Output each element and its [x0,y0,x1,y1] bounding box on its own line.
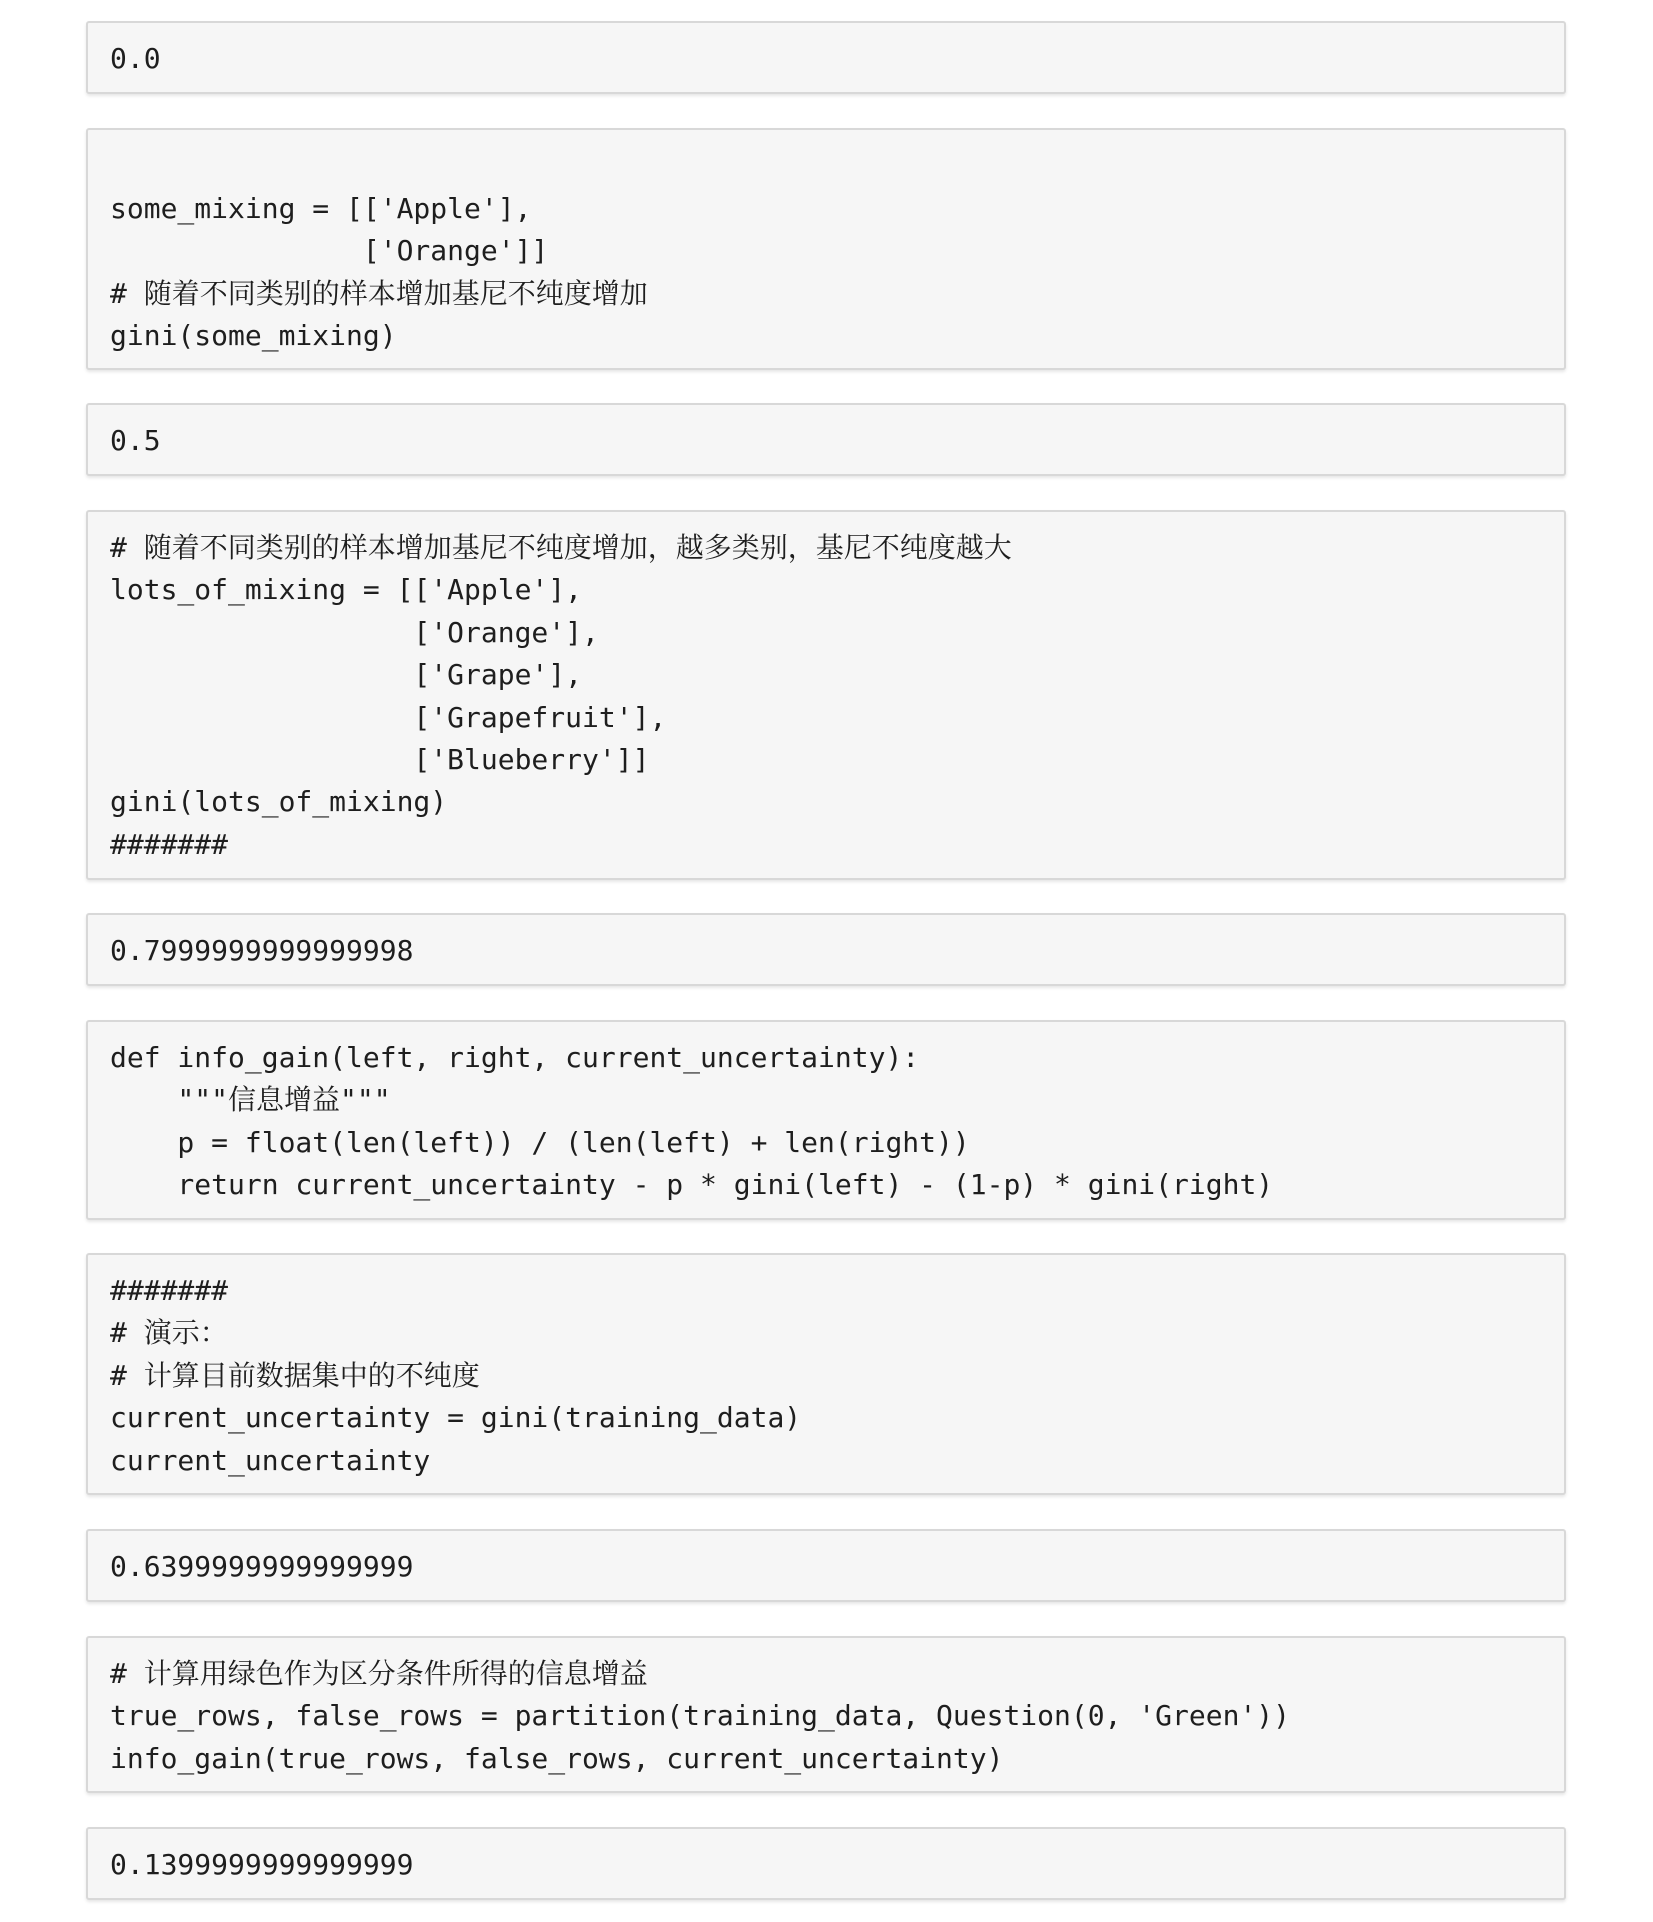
code-cell[interactable] [86,1253,1566,1495]
code-text[interactable]: # 计算用绿色作为区分条件所得的信息增益 true_rows, false_rows = partition(training_data, Question(0, 'Green')) info_gain(true_rows, false_rows, current_uncertainty) [110,1657,1291,1775]
code-cell[interactable] [86,510,1566,880]
code-cell[interactable] [86,128,1566,370]
code-text[interactable]: some_mixing = [['Apple'], ['Orange']] # 随着不同类别的样本增加基尼不纯度增加 gini(some_mixing) [110,192,648,353]
output-text: 0.5 [110,424,161,457]
output-text: 0.7999999999999998 [110,934,414,967]
output-cell [86,1827,1566,1900]
output-cell [86,1529,1566,1602]
output-text: 0.0 [110,42,161,75]
output-text: 0.1399999999999999 [110,1848,414,1881]
code-text[interactable]: def info_gain(left, right, current_uncertainty): """信息增益""" p = float(len(left)) / (len(left) + len(right)) return current_uncertainty - p * gini(left) - (1-p) * gini(right) [110,1041,1274,1202]
code-text[interactable]: ####### # 演示： # 计算目前数据集中的不纯度 current_uncertainty = gini(training_data) current_uncertainty [110,1274,802,1477]
output-cell [86,403,1566,476]
output-cell [86,21,1566,94]
output-cell [86,913,1566,986]
code-cell[interactable] [86,1636,1566,1793]
code-text[interactable]: # 随着不同类别的样本增加基尼不纯度增加，越多类别，基尼不纯度越大 lots_of_mixing = [['Apple'], ['Orange'], ['Grape'], ['Grapefruit'], ['Blueberry']] gini(lots_of_mixing) ####### [110,531,1012,861]
output-text: 0.6399999999999999 [110,1550,414,1583]
code-cell[interactable] [86,1020,1566,1220]
